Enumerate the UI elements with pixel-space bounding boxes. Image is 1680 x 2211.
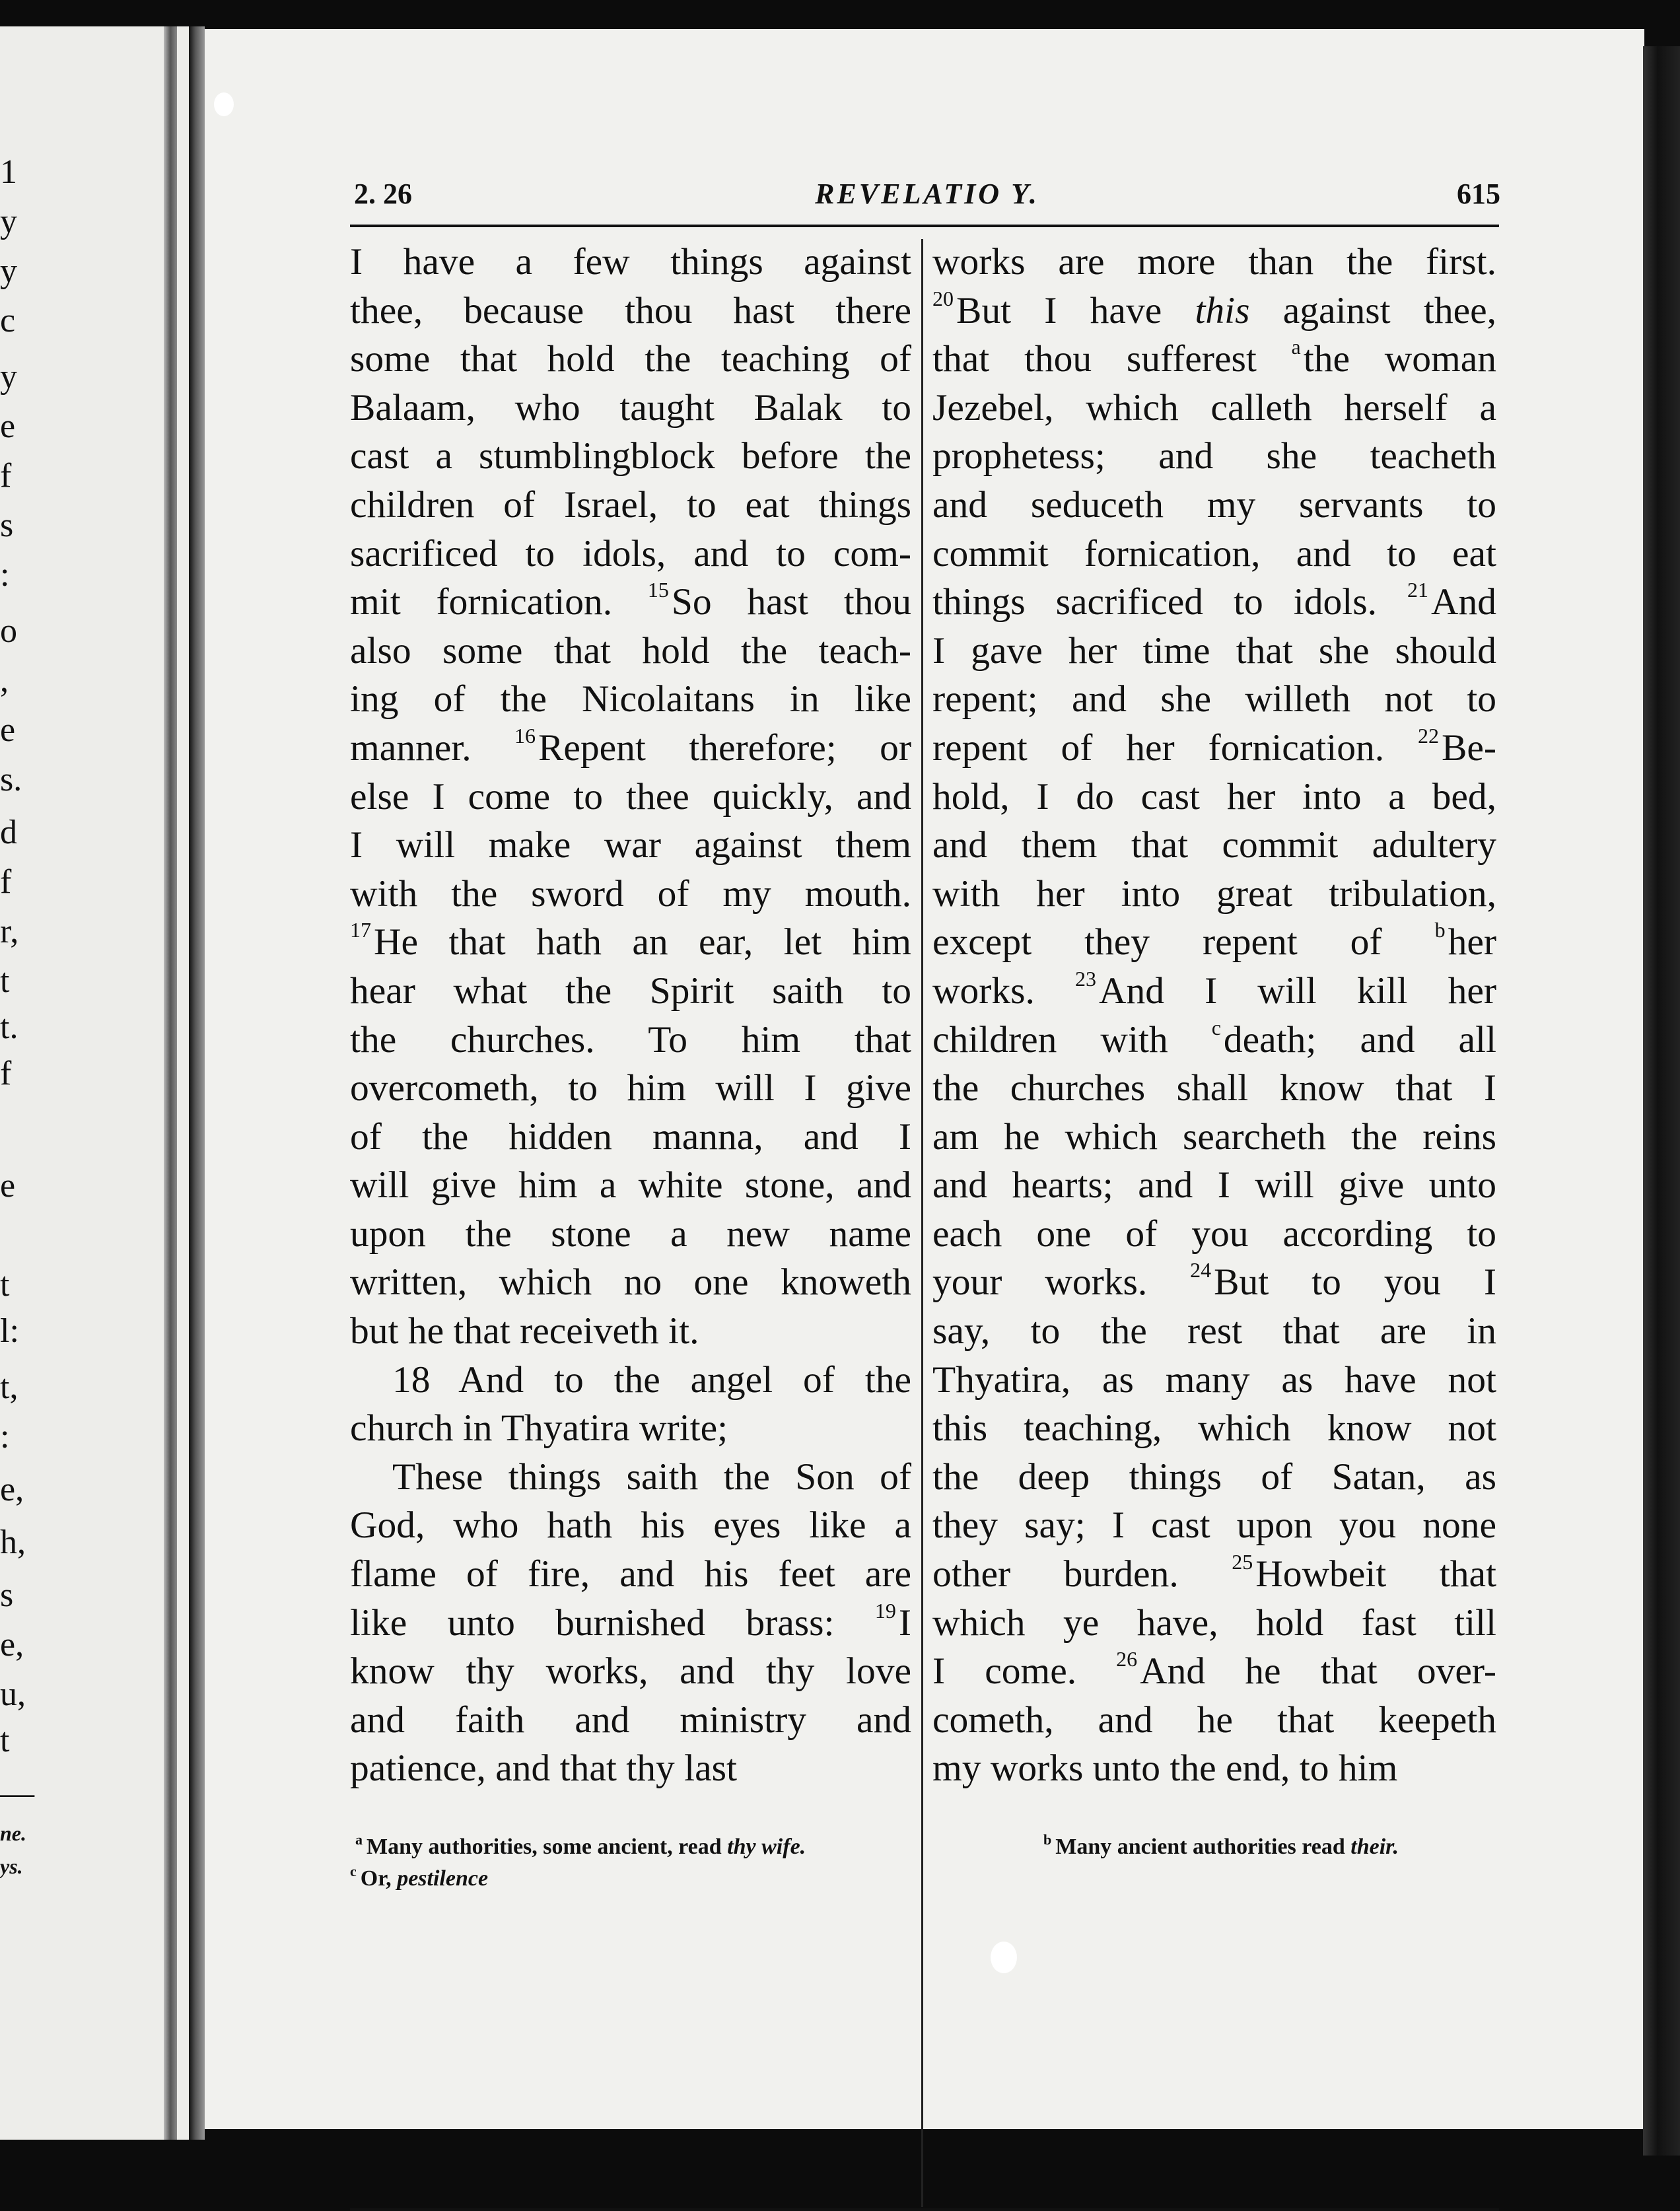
margin-letter: ys. bbox=[0, 1854, 23, 1878]
verse-number: c bbox=[1211, 1015, 1221, 1039]
margin-letter: f bbox=[0, 457, 12, 495]
text-line: the churches shall know that I bbox=[932, 1067, 1496, 1109]
text-line: the churches. To him that bbox=[350, 1018, 911, 1061]
footnote-rule bbox=[350, 2208, 1499, 2211]
margin-letter: ne. bbox=[0, 1821, 26, 1845]
text-line: God, who hath his eyes like a bbox=[350, 1504, 911, 1547]
verse-number: 19 bbox=[874, 1598, 896, 1623]
text-line: else I come to thee quickly, and bbox=[350, 775, 911, 818]
text-line: say, to the rest that are in bbox=[932, 1310, 1496, 1352]
text-line: Balaam, who taught Balak to bbox=[350, 386, 911, 429]
text-line: mit fornication. $^{15}$So hast thou bbox=[350, 578, 911, 623]
text-line: church in Thyatira write; bbox=[350, 1407, 728, 1450]
text-line: am he which searcheth the reins bbox=[932, 1115, 1496, 1158]
text-line: except they repent of $^b$her bbox=[932, 918, 1496, 964]
verse-number: b bbox=[1434, 918, 1446, 942]
text-line: sacrificed to idols, and to com- bbox=[350, 532, 911, 575]
text-line: your works. $^{24}$But to you I bbox=[932, 1258, 1497, 1304]
text-line: Thyatira, as many as have not bbox=[932, 1358, 1496, 1401]
column-divider bbox=[921, 239, 923, 2207]
text-line: commit fornication, and to eat bbox=[932, 532, 1496, 575]
verse-number: 16 bbox=[514, 723, 536, 748]
text-line: Jezebel, which calleth herself a bbox=[932, 386, 1496, 429]
margin-letter: , bbox=[0, 662, 9, 699]
book-title: REVELATIO Y. bbox=[815, 178, 1039, 210]
left-page-edge bbox=[164, 26, 177, 2140]
margin-letter: s. bbox=[0, 761, 22, 798]
margin-letter: o bbox=[0, 612, 17, 650]
verse-number: 17 bbox=[350, 918, 371, 942]
chapter-reference: 2. 26 bbox=[354, 178, 412, 210]
right-page-edge bbox=[1643, 46, 1680, 2156]
footnote-a bbox=[355, 1831, 806, 1860]
margin-letter: e bbox=[0, 407, 16, 445]
text-line: with her into great tribulation, bbox=[932, 872, 1496, 915]
text-line: will give him a white stone, and bbox=[350, 1164, 911, 1207]
text-line: that thou sufferest $^a$the woman bbox=[932, 335, 1496, 380]
verse-number: 26 bbox=[1116, 1647, 1138, 1671]
text-line: things sacrificed to idols. $^{21}$And bbox=[932, 578, 1496, 623]
text-line: I gave her time that she should bbox=[932, 629, 1496, 672]
text-line: but he that receiveth it. bbox=[350, 1310, 699, 1352]
margin-letter: — bbox=[0, 1774, 34, 1812]
margin-letter: f bbox=[0, 863, 12, 901]
text-line: the deep things of Satan, as bbox=[932, 1456, 1496, 1498]
text-line: upon the stone a new name bbox=[350, 1212, 911, 1255]
margin-letter: e, bbox=[0, 1471, 24, 1508]
text-line: patience, and that thy last bbox=[350, 1747, 737, 1790]
margin-letter: u, bbox=[0, 1675, 26, 1713]
text-column-left bbox=[350, 238, 911, 1793]
paper-blemish bbox=[991, 1942, 1017, 1973]
text-line: this teaching, which know not bbox=[932, 1407, 1496, 1450]
text-line: cometh, and he that keepeth bbox=[932, 1699, 1496, 1741]
text-line: each one of you according to bbox=[932, 1212, 1496, 1255]
verse-number: 25 bbox=[1232, 1550, 1253, 1574]
text-line: know thy works, and thy love bbox=[350, 1650, 911, 1693]
verse-number: 20 bbox=[932, 286, 954, 310]
text-line: written, which no one knoweth bbox=[350, 1261, 911, 1304]
text-line: thee, because thou hast there bbox=[350, 289, 911, 332]
text-line: some that hold the teaching of bbox=[350, 338, 911, 380]
margin-letter: e bbox=[0, 711, 16, 749]
text-line: I will make war against them bbox=[350, 824, 911, 866]
text-line: repent of her fornication. $^{22}$Be- bbox=[932, 723, 1496, 769]
footnote-marker: b bbox=[1043, 1831, 1052, 1848]
margin-letter: l: bbox=[0, 1312, 19, 1350]
footnote-marker: c bbox=[350, 1863, 357, 1879]
footnote-b bbox=[1043, 1831, 1399, 1860]
margin-letter: t bbox=[0, 1266, 10, 1304]
margin-letter: d bbox=[0, 814, 17, 851]
text-line: with the sword of my mouth. bbox=[350, 872, 911, 915]
verse-number: 21 bbox=[1407, 578, 1428, 602]
text-line: repent; and she willeth not to bbox=[932, 678, 1496, 720]
text-line: hold, I do cast her into a bed, bbox=[932, 775, 1496, 818]
text-line: These things saith the Son of bbox=[392, 1456, 911, 1498]
verse-number: a bbox=[1291, 335, 1301, 359]
text-line: cast a stumblingblock before the bbox=[350, 435, 911, 477]
margin-letter: t. bbox=[0, 1008, 18, 1046]
running-header bbox=[354, 177, 1500, 217]
text-line: manner. $^{16}$Repent therefore; or bbox=[350, 723, 911, 769]
footnote-c bbox=[350, 1863, 489, 1891]
text-line: other burden. $^{25}$Howbeit that bbox=[932, 1550, 1496, 1596]
text-line: 18 And to the angel of the bbox=[392, 1358, 911, 1401]
header-rule bbox=[350, 225, 1499, 227]
footnote-italic: their. bbox=[1350, 1835, 1399, 1859]
text-column-right bbox=[932, 238, 1496, 1793]
margin-letter: t, bbox=[0, 1368, 18, 1406]
margin-letter: h, bbox=[0, 1524, 26, 1561]
text-line: I have a few things against bbox=[350, 241, 911, 283]
adjacent-left-page bbox=[0, 26, 189, 2140]
text-line: children of Israel, to eat things bbox=[350, 483, 911, 526]
footnote-text: Many ancient authorities read bbox=[1055, 1835, 1345, 1859]
margin-letter: s bbox=[0, 1576, 14, 1614]
margin-letter: t bbox=[0, 1722, 10, 1759]
margin-letter: y bbox=[0, 252, 17, 290]
verse-number: 15 bbox=[647, 578, 669, 602]
verse-number: 24 bbox=[1190, 1258, 1212, 1282]
text-line: like unto burnished brass: $^{19}$I bbox=[350, 1598, 911, 1644]
text-line: my works unto the end, to him bbox=[932, 1747, 1398, 1790]
margin-letter: y bbox=[0, 358, 17, 396]
verse-number: 23 bbox=[1075, 966, 1096, 991]
margin-letter: : bbox=[0, 556, 10, 594]
text-line: which ye have, hold fast till bbox=[932, 1601, 1496, 1644]
margin-letter: : bbox=[0, 1418, 10, 1456]
text-line: and them that commit adultery bbox=[932, 824, 1496, 866]
footnote-italic: pestilence bbox=[397, 1866, 489, 1891]
margin-letter: 1 bbox=[0, 153, 17, 191]
text-line: hear what the Spirit saith to bbox=[350, 969, 911, 1012]
text-line: also some that hold the teach- bbox=[350, 629, 911, 672]
text-line: children with $^c$death; and all bbox=[932, 1015, 1496, 1061]
footnote-marker: a bbox=[355, 1831, 363, 1848]
text-line: $^{20}$But I have this against thee, bbox=[932, 286, 1496, 332]
book-gutter bbox=[189, 26, 205, 2140]
text-line: and seduceth my servants to bbox=[932, 483, 1496, 526]
margin-letter: c bbox=[0, 302, 16, 339]
margin-letter: t bbox=[0, 962, 10, 1000]
text-line: they say; I cast upon you none bbox=[932, 1504, 1496, 1547]
margin-letter: y bbox=[0, 203, 17, 240]
page-number: 615 bbox=[1457, 178, 1500, 210]
margin-letter: e, bbox=[0, 1626, 24, 1664]
margin-letter: e bbox=[0, 1167, 16, 1205]
text-line: prophetess; and she teacheth bbox=[932, 435, 1496, 477]
text-line: $^{17}$He that hath an ear, let him bbox=[350, 918, 911, 964]
paper-blemish bbox=[214, 92, 234, 116]
footnote-italic: thy wife. bbox=[727, 1835, 806, 1859]
text-line: flame of fire, and his feet are bbox=[350, 1553, 911, 1596]
text-line: ing of the Nicolaitans in like bbox=[350, 678, 911, 720]
text-line: and faith and ministry and bbox=[350, 1699, 911, 1741]
margin-letter: f bbox=[0, 1055, 12, 1092]
text-line: works are more than the first. bbox=[932, 241, 1496, 283]
text-line: I come. $^{26}$And he that over- bbox=[932, 1647, 1496, 1693]
text-line: of the hidden manna, and I bbox=[350, 1115, 911, 1158]
text-line: works. $^{23}$And I will kill her bbox=[932, 966, 1496, 1012]
italic-word: this bbox=[1195, 289, 1250, 332]
text-line: overcometh, to him will I give bbox=[350, 1067, 911, 1109]
verse-number: 22 bbox=[1417, 723, 1439, 748]
margin-letter: s bbox=[0, 507, 14, 544]
footnote-text: Many authorities, some ancient, read bbox=[367, 1835, 722, 1859]
margin-letter: r, bbox=[0, 913, 19, 950]
text-line: and hearts; and I will give unto bbox=[932, 1164, 1496, 1207]
footnote-text: Or, bbox=[360, 1866, 392, 1891]
